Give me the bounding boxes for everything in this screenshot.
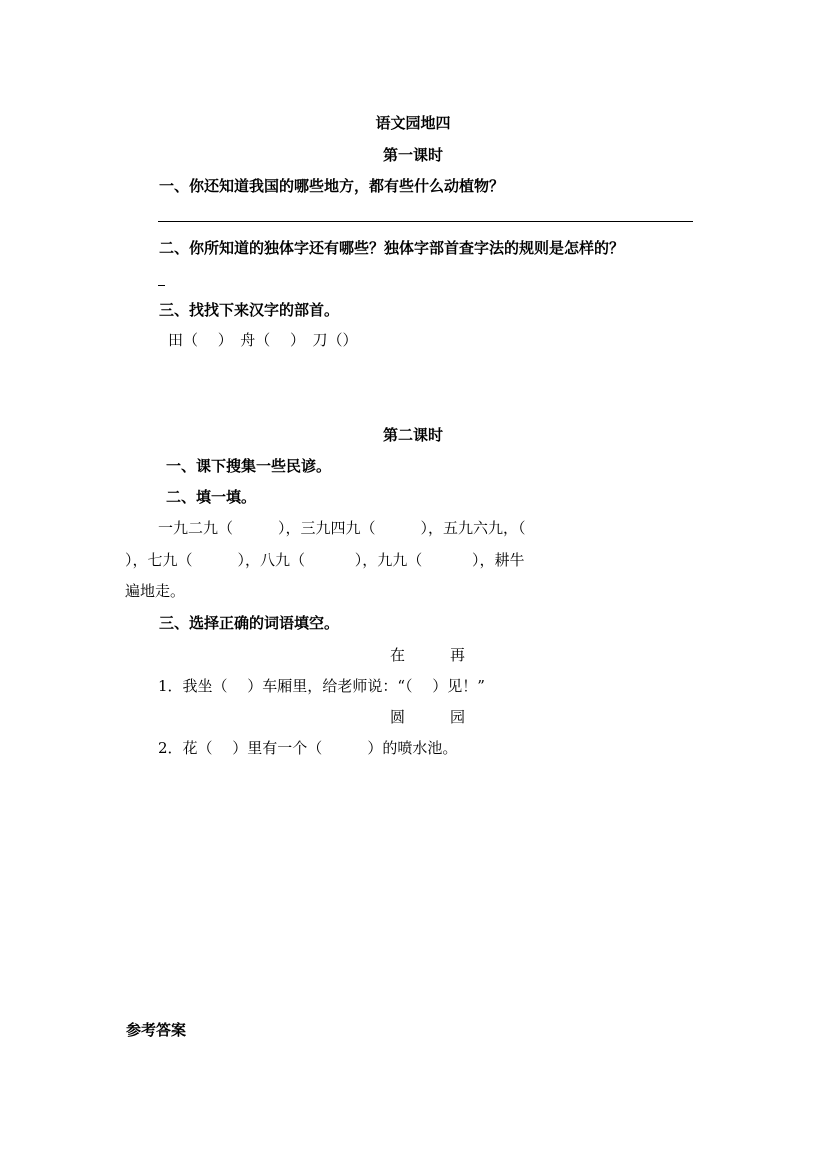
fill-line-2: ），七九（ ），八九（ ），九九（ ），耕牛 [125,551,525,569]
word-options-2: 圆 园 [390,708,466,726]
word-fill-item-1: 1．我坐（ ）车厢里，给老师说：“（ ）见！” [158,677,485,695]
radical-fill-items: 田（ ） 舟（ ） 刀（） [168,331,358,349]
lesson1-heading: 第一课时 [382,146,443,164]
lesson1-question-3: 三、找找下来汉字的部首。 [159,301,340,319]
word-options-1: 在 再 [390,646,466,664]
lesson2-question-1: 一、课下搜集一些民谚。 [166,457,332,475]
fill-line-1: 一九二九（ ），三九四九（ ），五九六九，（ [158,519,526,537]
lesson1-question-2: 二、你所知道的独体字还有哪些？独体字部首查字法的规则是怎样的？ [159,239,625,257]
document-title: 语文园地四 [375,114,451,132]
word-fill-item-2: 2．花（ ）里有一个（ ）的喷水池。 [158,739,458,757]
lesson2-question-2: 二、填一填。 [166,488,257,506]
lesson1-question-1: 一、你还知道我国的哪些地方，都有些什么动植物？ [159,177,505,195]
answers-heading: 参考答案 [126,1021,187,1039]
fill-line-3: 遍地走。 [125,582,186,600]
answer-line-short [158,285,165,286]
lesson2-heading: 第二课时 [382,426,443,444]
answer-line [158,221,693,222]
lesson2-question-3: 三、选择正确的词语填空。 [159,614,340,632]
